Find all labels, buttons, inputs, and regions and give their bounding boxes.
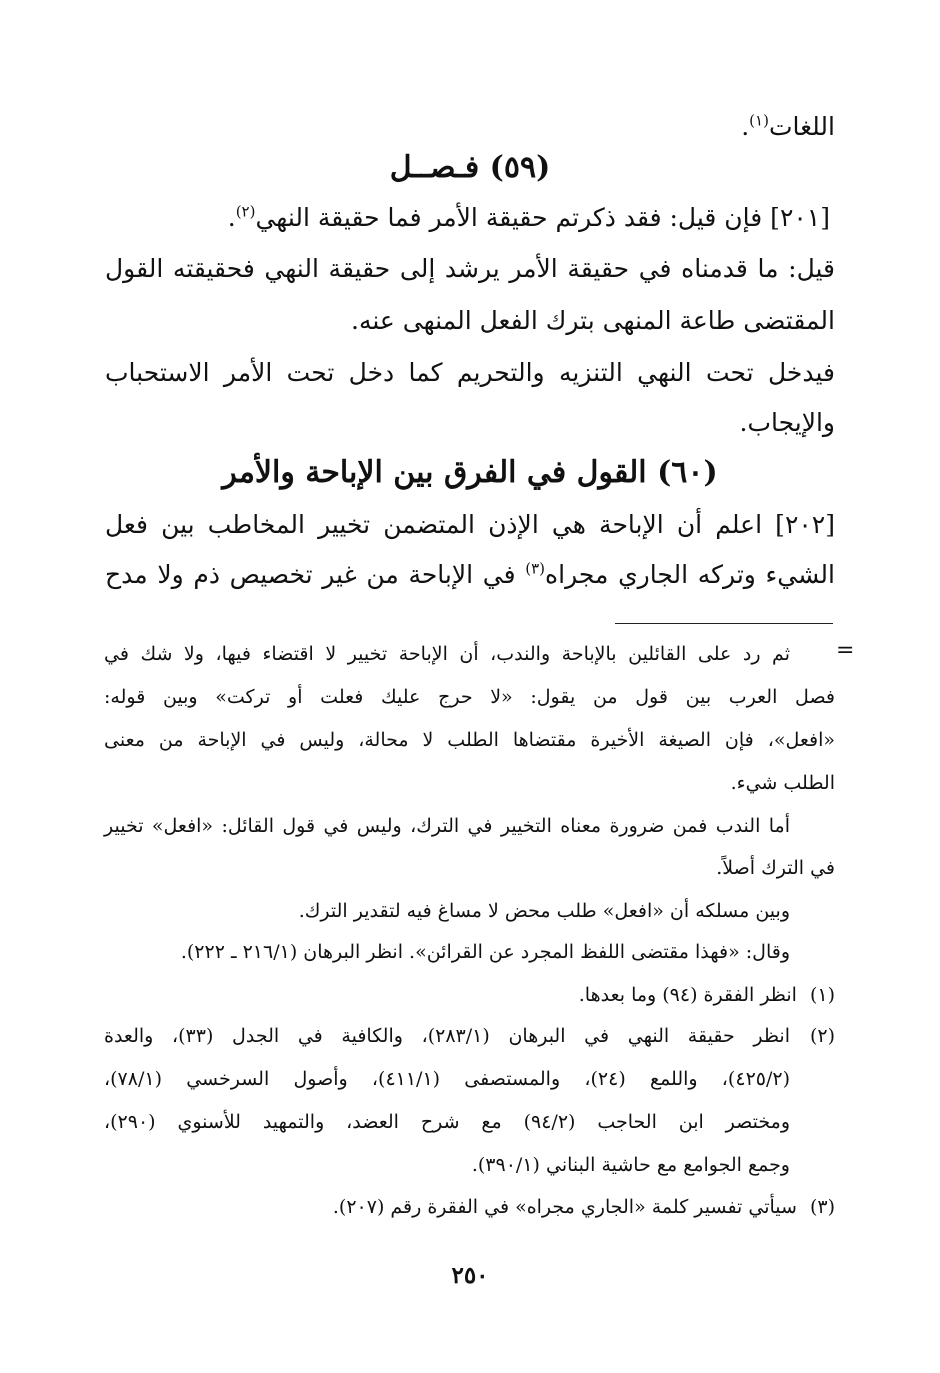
footnote-separator: [615, 623, 833, 624]
footnote-number: (١): [809, 984, 835, 1006]
footnote-2: [803, 1025, 835, 1047]
body-line: والإيجاب.: [739, 408, 835, 437]
body-line: [٢٠٢] اعلم أن الإباحة هي الإذن المتضمن تخيير المخاطب بين فعل: [105, 510, 835, 539]
footnote-ref[interactable]: (٣): [525, 559, 546, 578]
footnote-line: (٤٢٥/٢)، واللمع (٢٤)، والمستصفى (٤١١/١)، وأصول السرخسي (٧٨/١)،: [104, 1068, 791, 1090]
footnote-line: أما الندب فمن ضرورة معناه التخيير في الترك، وليس في قول القائل: «افعل» تخيير: [104, 815, 790, 837]
page-number: ٢٥٠: [451, 1262, 489, 1289]
footnote-line: وقال: «فهذا مقتضى اللفظ المجرد عن القرائن». انظر البرهان (٢١٦/١ ـ ٢٢٢).: [180, 941, 790, 963]
text: [٢٠١] فإن قيل: فقد ذكرتم حقيقة الأمر فما حقيقة النهي: [255, 203, 830, 232]
footnote-line: الطلب شيء.: [730, 772, 835, 794]
section-heading-60: (٦٠) القول في الفرق بين الإباحة والأمر: [222, 455, 718, 490]
footnote-line: في الترك أصلاً.: [716, 857, 835, 879]
continuation-mark: =: [836, 638, 855, 663]
footnote-line: انظر حقيقة النهي في البرهان (٢٨٣/١)، والكافية في الجدل (٣٣)، والعدة: [104, 1025, 790, 1047]
text: في الإباحة من غير تخصيص ذم ولا مدح: [105, 560, 516, 589]
body-line: المقتضى طاعة المنهى بترك الفعل المنهى عنه.: [351, 306, 835, 335]
body-line: [228, 203, 830, 232]
body-line: قيل: ما قدمناه في حقيقة الأمر يرشد إلى حقيقة النهي فحقيقته القول: [105, 254, 835, 283]
footnote-line: فصل العرب بين قول من يقول: «لا حرج عليك فعلت أو تركت» وبين قوله:: [104, 686, 835, 708]
body-line: [105, 560, 835, 589]
body-line: فيدخل تحت النهي التنزيه والتحريم كما دخل تحت الأمر الاستحباب: [105, 358, 835, 387]
footnote-line: «افعل»، فإن الصيغة الأخيرة مقتضاها الطلب لا محالة، وليس في الإباحة من معنى: [104, 729, 835, 751]
text: .: [227, 203, 236, 232]
section-heading-59: (٥٩) فـصــل: [389, 150, 551, 185]
footnote-ref[interactable]: (١): [749, 111, 769, 130]
footnote-1: [579, 984, 835, 1006]
footnote-line: ثم رد على القائلين بالإباحة والندب، أن الإباحة تخيير لا اقتضاء فيها، ولا شك في: [104, 643, 790, 665]
footnote-number: (٢): [809, 1025, 835, 1047]
footnote-3: [333, 1196, 835, 1218]
footnote-number: (٣): [809, 1196, 835, 1218]
text: الشيء وتركه الجاري مجراه: [545, 560, 835, 589]
text: اللغات: [768, 112, 835, 141]
text: .: [741, 112, 750, 141]
text: سيأتي تفسير كلمة «الجاري مجراه» في الفقرة رقم (٢٠٧).: [332, 1196, 797, 1218]
footnote-line: وجمع الجوامع مع حاشية البناني (٣٩٠/١).: [471, 1154, 790, 1176]
body-line: [741, 112, 835, 141]
footnote-ref[interactable]: (٢): [235, 202, 256, 221]
footnote-line: ومختصر ابن الحاجب (٩٤/٢) مع شرح العضد، والتمهيد للأسنوي (٢٩٠)،: [104, 1111, 790, 1133]
text: انظر الفقرة (٩٤) وما بعدها.: [578, 984, 797, 1006]
footnote-line: وبين مسلكه أن «افعل» طلب محض لا مساغ فيه لتقدير الترك.: [298, 900, 790, 922]
